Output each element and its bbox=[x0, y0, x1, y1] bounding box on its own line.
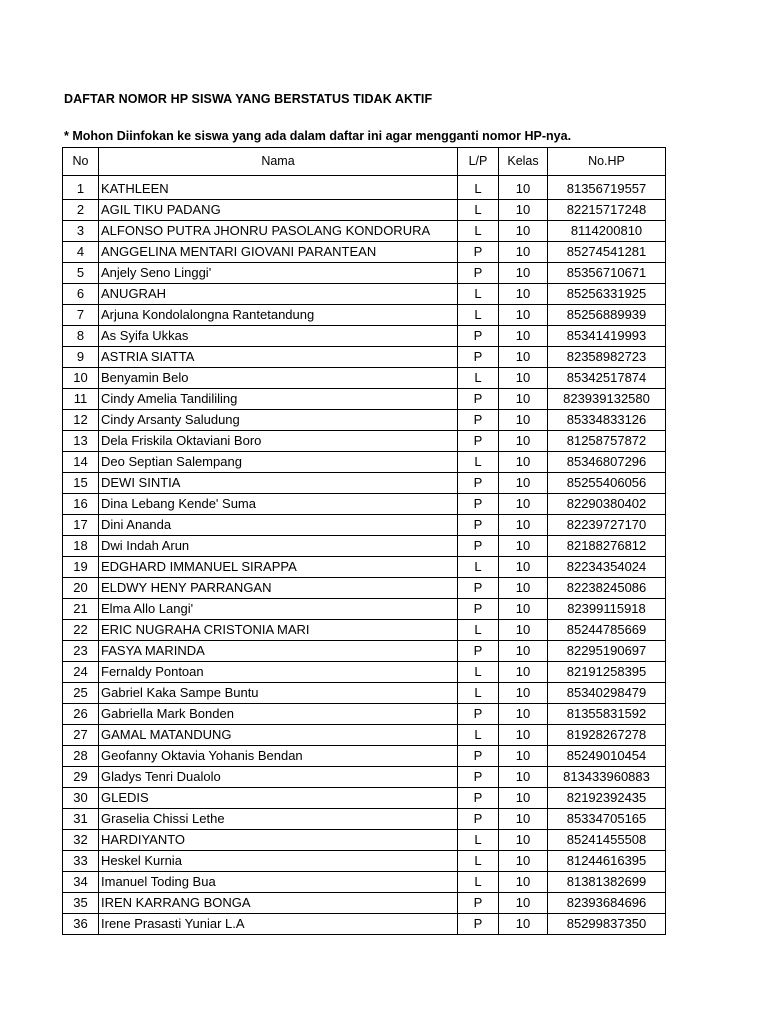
cell-lp: P bbox=[458, 641, 499, 662]
table-row bbox=[63, 200, 666, 221]
cell-no: 26 bbox=[63, 704, 99, 725]
cell-hp: 82192392435 bbox=[548, 788, 666, 809]
cell-no: 24 bbox=[63, 662, 99, 683]
cell-no: 18 bbox=[63, 536, 99, 557]
cell-kelas: 10 bbox=[499, 284, 548, 305]
cell-no: 36 bbox=[63, 914, 99, 935]
cell-nama: Heskel Kurnia bbox=[99, 851, 458, 872]
table-row bbox=[63, 557, 666, 578]
cell-hp: 85256889939 bbox=[548, 305, 666, 326]
table-row bbox=[63, 620, 666, 641]
cell-no: 25 bbox=[63, 683, 99, 704]
cell-kelas: 10 bbox=[499, 389, 548, 410]
cell-no: 6 bbox=[63, 284, 99, 305]
table-row bbox=[63, 809, 666, 830]
cell-no: 11 bbox=[63, 389, 99, 410]
cell-lp: P bbox=[458, 410, 499, 431]
table-row bbox=[63, 305, 666, 326]
table-row bbox=[63, 368, 666, 389]
table-row bbox=[63, 788, 666, 809]
cell-nama: Cindy Amelia Tandililing bbox=[99, 389, 458, 410]
cell-nama: Dela Friskila Oktaviani Boro bbox=[99, 431, 458, 452]
cell-kelas: 10 bbox=[499, 914, 548, 935]
table-row bbox=[63, 746, 666, 767]
cell-kelas: 10 bbox=[499, 851, 548, 872]
cell-hp: 85334833126 bbox=[548, 410, 666, 431]
cell-lp: P bbox=[458, 704, 499, 725]
cell-nama: Graselia Chissi Lethe bbox=[99, 809, 458, 830]
cell-no: 9 bbox=[63, 347, 99, 368]
table-row bbox=[63, 725, 666, 746]
cell-lp: P bbox=[458, 389, 499, 410]
cell-kelas: 10 bbox=[499, 452, 548, 473]
cell-no: 3 bbox=[63, 221, 99, 242]
cell-kelas: 10 bbox=[499, 473, 548, 494]
table-row bbox=[63, 599, 666, 620]
cell-hp: 82191258395 bbox=[548, 662, 666, 683]
cell-kelas: 10 bbox=[499, 704, 548, 725]
document-note: * Mohon Diinfokan ke siswa yang ada dalam daftar ini agar mengganti nomor HP-nya. bbox=[64, 129, 572, 143]
cell-hp: 85244785669 bbox=[548, 620, 666, 641]
cell-hp: 85299837350 bbox=[548, 914, 666, 935]
cell-lp: L bbox=[458, 725, 499, 746]
cell-hp: 85241455508 bbox=[548, 830, 666, 851]
cell-no: 29 bbox=[63, 767, 99, 788]
cell-lp: L bbox=[458, 305, 499, 326]
cell-nama: IREN KARRANG BONGA bbox=[99, 893, 458, 914]
cell-kelas: 10 bbox=[499, 830, 548, 851]
cell-kelas: 10 bbox=[499, 410, 548, 431]
cell-lp: P bbox=[458, 536, 499, 557]
cell-nama: KATHLEEN bbox=[99, 176, 458, 200]
cell-kelas: 10 bbox=[499, 176, 548, 200]
cell-lp: L bbox=[458, 176, 499, 200]
cell-hp: 85274541281 bbox=[548, 242, 666, 263]
table-row bbox=[63, 851, 666, 872]
cell-lp: L bbox=[458, 662, 499, 683]
cell-lp: P bbox=[458, 578, 499, 599]
table-row bbox=[63, 704, 666, 725]
cell-lp: P bbox=[458, 515, 499, 536]
cell-nama: Elma Allo Langi' bbox=[99, 599, 458, 620]
cell-no: 5 bbox=[63, 263, 99, 284]
cell-nama: Benyamin Belo bbox=[99, 368, 458, 389]
cell-kelas: 10 bbox=[499, 326, 548, 347]
cell-hp: 81356719557 bbox=[548, 176, 666, 200]
cell-lp: L bbox=[458, 683, 499, 704]
cell-no: 21 bbox=[63, 599, 99, 620]
cell-nama: Irene Prasasti Yuniar L.A bbox=[99, 914, 458, 935]
cell-nama: Anjely Seno Linggi' bbox=[99, 263, 458, 284]
cell-kelas: 10 bbox=[499, 305, 548, 326]
cell-kelas: 10 bbox=[499, 515, 548, 536]
cell-no: 19 bbox=[63, 557, 99, 578]
cell-kelas: 10 bbox=[499, 368, 548, 389]
column-header-kelas: Kelas bbox=[499, 148, 548, 176]
cell-lp: L bbox=[458, 557, 499, 578]
cell-kelas: 10 bbox=[499, 242, 548, 263]
cell-nama: ASTRIA SIATTA bbox=[99, 347, 458, 368]
cell-nama: Gabriel Kaka Sampe Buntu bbox=[99, 683, 458, 704]
cell-no: 7 bbox=[63, 305, 99, 326]
cell-no: 30 bbox=[63, 788, 99, 809]
cell-no: 15 bbox=[63, 473, 99, 494]
table-row bbox=[63, 494, 666, 515]
cell-kelas: 10 bbox=[499, 662, 548, 683]
table-row bbox=[63, 263, 666, 284]
cell-no: 8 bbox=[63, 326, 99, 347]
cell-nama: As Syifa Ukkas bbox=[99, 326, 458, 347]
table-row bbox=[63, 662, 666, 683]
column-header-lp: L/P bbox=[458, 148, 499, 176]
cell-nama: EDGHARD IMMANUEL SIRAPPA bbox=[99, 557, 458, 578]
table-row bbox=[63, 431, 666, 452]
cell-hp: 85356710671 bbox=[548, 263, 666, 284]
cell-nama: Deo Septian Salempang bbox=[99, 452, 458, 473]
cell-lp: L bbox=[458, 830, 499, 851]
cell-hp: 81258757872 bbox=[548, 431, 666, 452]
table-row bbox=[63, 515, 666, 536]
table-body bbox=[63, 176, 666, 935]
cell-nama: Arjuna Kondolalongna Rantetandung bbox=[99, 305, 458, 326]
cell-lp: L bbox=[458, 200, 499, 221]
cell-no: 20 bbox=[63, 578, 99, 599]
table-row bbox=[63, 830, 666, 851]
cell-lp: P bbox=[458, 914, 499, 935]
cell-kelas: 10 bbox=[499, 431, 548, 452]
cell-kelas: 10 bbox=[499, 200, 548, 221]
cell-kelas: 10 bbox=[499, 683, 548, 704]
cell-hp: 85256331925 bbox=[548, 284, 666, 305]
table-row bbox=[63, 872, 666, 893]
cell-nama: DEWI SINTIA bbox=[99, 473, 458, 494]
cell-lp: P bbox=[458, 893, 499, 914]
cell-no: 32 bbox=[63, 830, 99, 851]
cell-hp: 81928267278 bbox=[548, 725, 666, 746]
cell-hp: 85346807296 bbox=[548, 452, 666, 473]
column-header-no: No bbox=[63, 148, 99, 176]
cell-hp: 81244616395 bbox=[548, 851, 666, 872]
cell-hp: 85249010454 bbox=[548, 746, 666, 767]
cell-hp: 85255406056 bbox=[548, 473, 666, 494]
cell-hp: 82238245086 bbox=[548, 578, 666, 599]
table-row bbox=[63, 347, 666, 368]
cell-kelas: 10 bbox=[499, 221, 548, 242]
cell-kelas: 10 bbox=[499, 557, 548, 578]
cell-no: 17 bbox=[63, 515, 99, 536]
cell-lp: P bbox=[458, 431, 499, 452]
table-row bbox=[63, 641, 666, 662]
document-title: DAFTAR NOMOR HP SISWA YANG BERSTATUS TIDAK AKTIF bbox=[64, 92, 433, 106]
table-row bbox=[63, 176, 666, 200]
table-row bbox=[63, 767, 666, 788]
cell-hp: 85334705165 bbox=[548, 809, 666, 830]
table-row bbox=[63, 893, 666, 914]
cell-no: 2 bbox=[63, 200, 99, 221]
cell-no: 35 bbox=[63, 893, 99, 914]
cell-hp: 81355831592 bbox=[548, 704, 666, 725]
cell-kelas: 10 bbox=[499, 536, 548, 557]
column-header-hp: No.HP bbox=[548, 148, 666, 176]
cell-lp: L bbox=[458, 872, 499, 893]
cell-nama: ERIC NUGRAHA CRISTONIA MARI bbox=[99, 620, 458, 641]
cell-nama: Dwi Indah Arun bbox=[99, 536, 458, 557]
table-row bbox=[63, 536, 666, 557]
cell-nama: Dina Lebang Kende' Suma bbox=[99, 494, 458, 515]
cell-lp: P bbox=[458, 494, 499, 515]
cell-lp: L bbox=[458, 452, 499, 473]
cell-hp: 81381382699 bbox=[548, 872, 666, 893]
cell-nama: Dini Ananda bbox=[99, 515, 458, 536]
table-row bbox=[63, 452, 666, 473]
cell-hp: 82234354024 bbox=[548, 557, 666, 578]
table-row bbox=[63, 473, 666, 494]
cell-no: 14 bbox=[63, 452, 99, 473]
cell-no: 4 bbox=[63, 242, 99, 263]
cell-lp: P bbox=[458, 347, 499, 368]
cell-hp: 85341419993 bbox=[548, 326, 666, 347]
cell-lp: P bbox=[458, 326, 499, 347]
cell-nama: HARDIYANTO bbox=[99, 830, 458, 851]
cell-kelas: 10 bbox=[499, 347, 548, 368]
cell-hp: 82393684696 bbox=[548, 893, 666, 914]
cell-kelas: 10 bbox=[499, 263, 548, 284]
cell-no: 31 bbox=[63, 809, 99, 830]
cell-kelas: 10 bbox=[499, 788, 548, 809]
cell-hp: 82215717248 bbox=[548, 200, 666, 221]
cell-lp: P bbox=[458, 746, 499, 767]
cell-nama: Gabriella Mark Bonden bbox=[99, 704, 458, 725]
cell-lp: L bbox=[458, 851, 499, 872]
cell-lp: P bbox=[458, 788, 499, 809]
cell-lp: P bbox=[458, 242, 499, 263]
cell-hp: 8114200810 bbox=[548, 221, 666, 242]
cell-lp: L bbox=[458, 284, 499, 305]
cell-hp: 82239727170 bbox=[548, 515, 666, 536]
cell-no: 1 bbox=[63, 176, 99, 200]
cell-lp: P bbox=[458, 473, 499, 494]
table-row bbox=[63, 242, 666, 263]
cell-no: 23 bbox=[63, 641, 99, 662]
cell-nama: GAMAL MATANDUNG bbox=[99, 725, 458, 746]
table-row bbox=[63, 914, 666, 935]
table-row bbox=[63, 221, 666, 242]
column-header-nama: Nama bbox=[99, 148, 458, 176]
cell-no: 27 bbox=[63, 725, 99, 746]
cell-hp: 85340298479 bbox=[548, 683, 666, 704]
cell-lp: P bbox=[458, 599, 499, 620]
cell-no: 22 bbox=[63, 620, 99, 641]
cell-hp: 82188276812 bbox=[548, 536, 666, 557]
cell-lp: P bbox=[458, 263, 499, 284]
cell-nama: Cindy Arsanty Saludung bbox=[99, 410, 458, 431]
cell-nama: ALFONSO PUTRA JHONRU PASOLANG KONDORURA bbox=[99, 221, 458, 242]
table-row bbox=[63, 578, 666, 599]
cell-kelas: 10 bbox=[499, 809, 548, 830]
table-header-row bbox=[63, 148, 666, 176]
cell-no: 13 bbox=[63, 431, 99, 452]
cell-kelas: 10 bbox=[499, 578, 548, 599]
cell-hp: 823939132580 bbox=[548, 389, 666, 410]
cell-hp: 82295190697 bbox=[548, 641, 666, 662]
cell-kelas: 10 bbox=[499, 494, 548, 515]
cell-nama: Gladys Tenri Dualolo bbox=[99, 767, 458, 788]
cell-nama: Imanuel Toding Bua bbox=[99, 872, 458, 893]
cell-hp: 813433960883 bbox=[548, 767, 666, 788]
table-row bbox=[63, 410, 666, 431]
student-phone-table bbox=[62, 147, 666, 935]
cell-nama: FASYA MARINDA bbox=[99, 641, 458, 662]
cell-no: 34 bbox=[63, 872, 99, 893]
cell-kelas: 10 bbox=[499, 872, 548, 893]
cell-lp: L bbox=[458, 221, 499, 242]
table-row bbox=[63, 683, 666, 704]
cell-hp: 82358982723 bbox=[548, 347, 666, 368]
cell-nama: AGIL TIKU PADANG bbox=[99, 200, 458, 221]
cell-nama: Geofanny Oktavia Yohanis Bendan bbox=[99, 746, 458, 767]
cell-no: 16 bbox=[63, 494, 99, 515]
table-row bbox=[63, 284, 666, 305]
cell-no: 12 bbox=[63, 410, 99, 431]
cell-lp: L bbox=[458, 368, 499, 389]
cell-lp: P bbox=[458, 767, 499, 788]
cell-nama: ANUGRAH bbox=[99, 284, 458, 305]
cell-kelas: 10 bbox=[499, 599, 548, 620]
cell-kelas: 10 bbox=[499, 620, 548, 641]
cell-hp: 85342517874 bbox=[548, 368, 666, 389]
cell-kelas: 10 bbox=[499, 641, 548, 662]
cell-nama: GLEDIS bbox=[99, 788, 458, 809]
table-row bbox=[63, 389, 666, 410]
cell-nama: ANGGELINA MENTARI GIOVANI PARANTEAN bbox=[99, 242, 458, 263]
cell-no: 10 bbox=[63, 368, 99, 389]
cell-nama: Fernaldy Pontoan bbox=[99, 662, 458, 683]
cell-hp: 82399115918 bbox=[548, 599, 666, 620]
cell-no: 33 bbox=[63, 851, 99, 872]
table-row bbox=[63, 326, 666, 347]
cell-lp: P bbox=[458, 809, 499, 830]
cell-kelas: 10 bbox=[499, 893, 548, 914]
cell-nama: ELDWY HENY PARRANGAN bbox=[99, 578, 458, 599]
cell-no: 28 bbox=[63, 746, 99, 767]
cell-kelas: 10 bbox=[499, 746, 548, 767]
cell-hp: 82290380402 bbox=[548, 494, 666, 515]
cell-kelas: 10 bbox=[499, 767, 548, 788]
cell-lp: L bbox=[458, 620, 499, 641]
cell-kelas: 10 bbox=[499, 725, 548, 746]
